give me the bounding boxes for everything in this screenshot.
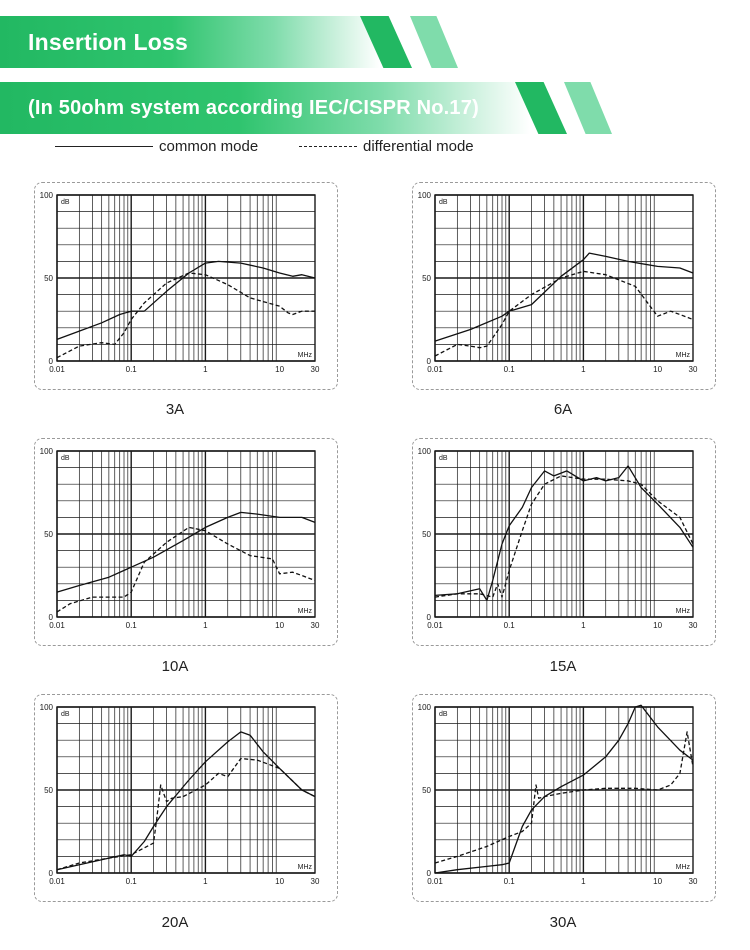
x-tick-label: 1 bbox=[203, 621, 208, 630]
x-tick-label: 0.1 bbox=[125, 365, 137, 374]
y-axis-unit-label: dB bbox=[439, 711, 448, 718]
y-tick-label: 0 bbox=[426, 613, 431, 622]
y-axis-unit-label: dB bbox=[439, 455, 448, 462]
y-tick-label: 50 bbox=[422, 274, 431, 283]
banner-stripe bbox=[410, 16, 458, 68]
x-tick-label: 10 bbox=[653, 877, 663, 886]
legend-differential-mode bbox=[299, 138, 474, 155]
chart-caption: 10A bbox=[161, 658, 189, 675]
subtitle-banner bbox=[0, 82, 620, 134]
chart-caption: 15A bbox=[549, 658, 577, 675]
x-tick-label: 30 bbox=[310, 365, 320, 374]
x-axis-unit-label: MHz bbox=[675, 352, 690, 359]
insertion-loss-chart bbox=[413, 183, 715, 389]
solid-line-swatch bbox=[55, 146, 153, 147]
x-tick-label: 0.01 bbox=[427, 365, 443, 374]
x-tick-label: 30 bbox=[310, 877, 320, 886]
dashed-line-swatch bbox=[299, 146, 357, 147]
x-tick-label: 1 bbox=[203, 365, 208, 374]
chart-panel bbox=[412, 438, 716, 646]
x-tick-label: 10 bbox=[653, 365, 663, 374]
x-tick-label: 0.01 bbox=[427, 877, 443, 886]
chart-panel bbox=[412, 182, 716, 390]
chart-caption: 6A bbox=[553, 401, 573, 418]
x-tick-label: 1 bbox=[581, 877, 586, 886]
y-tick-label: 100 bbox=[417, 447, 431, 456]
page-title: Insertion Loss bbox=[28, 29, 188, 55]
x-tick-label: 10 bbox=[653, 621, 663, 630]
page-subtitle: (In 50ohm system according IEC/CISPR No.17) bbox=[28, 97, 479, 119]
y-tick-label: 50 bbox=[422, 530, 431, 539]
legend-common-mode bbox=[55, 138, 258, 155]
chart-panel bbox=[34, 182, 338, 390]
chart-caption: 3A bbox=[165, 401, 185, 418]
x-axis-unit-label: MHz bbox=[297, 864, 312, 871]
chart-panel bbox=[34, 438, 338, 646]
y-axis-unit-label: dB bbox=[61, 455, 70, 462]
x-tick-label: 0.1 bbox=[125, 621, 137, 630]
y-tick-label: 50 bbox=[44, 530, 53, 539]
chart-caption: 20A bbox=[161, 914, 189, 931]
y-tick-label: 0 bbox=[48, 613, 53, 622]
y-tick-label: 0 bbox=[426, 869, 431, 878]
x-tick-label: 30 bbox=[310, 621, 320, 630]
y-axis-unit-label: dB bbox=[61, 711, 70, 718]
y-axis-unit-label: dB bbox=[439, 199, 448, 206]
x-tick-label: 10 bbox=[275, 365, 285, 374]
insertion-loss-chart bbox=[35, 439, 337, 645]
x-axis-unit-label: MHz bbox=[297, 608, 312, 615]
insertion-loss-chart bbox=[413, 439, 715, 645]
y-tick-label: 50 bbox=[44, 786, 53, 795]
x-tick-label: 0.1 bbox=[503, 877, 515, 886]
x-tick-label: 0.01 bbox=[49, 877, 65, 886]
x-axis-unit-label: MHz bbox=[675, 864, 690, 871]
y-tick-label: 50 bbox=[422, 786, 431, 795]
y-tick-label: 100 bbox=[39, 447, 53, 456]
x-tick-label: 0.01 bbox=[427, 621, 443, 630]
insertion-loss-chart bbox=[35, 695, 337, 901]
x-tick-label: 0.1 bbox=[503, 365, 515, 374]
x-tick-label: 0.1 bbox=[503, 621, 515, 630]
y-tick-label: 0 bbox=[48, 869, 53, 878]
y-tick-label: 100 bbox=[39, 703, 53, 712]
x-tick-label: 1 bbox=[203, 877, 208, 886]
legend-common-mode-label: common mode bbox=[159, 138, 259, 155]
y-tick-label: 100 bbox=[417, 703, 431, 712]
chart-legend bbox=[55, 138, 515, 158]
x-tick-label: 0.01 bbox=[49, 365, 65, 374]
x-tick-label: 10 bbox=[275, 621, 285, 630]
header-banner bbox=[0, 16, 470, 68]
y-tick-label: 50 bbox=[44, 274, 53, 283]
chart-caption: 30A bbox=[549, 914, 577, 931]
y-tick-label: 0 bbox=[426, 357, 431, 366]
chart-panel bbox=[34, 694, 338, 902]
banner-stripe bbox=[564, 82, 612, 134]
x-tick-label: 30 bbox=[688, 621, 698, 630]
x-tick-label: 10 bbox=[275, 877, 285, 886]
y-axis-unit-label: dB bbox=[61, 199, 70, 206]
x-tick-label: 0.1 bbox=[125, 877, 137, 886]
x-tick-label: 1 bbox=[581, 365, 586, 374]
x-axis-unit-label: MHz bbox=[675, 608, 690, 615]
x-tick-label: 30 bbox=[688, 365, 698, 374]
insertion-loss-chart bbox=[35, 183, 337, 389]
x-tick-label: 30 bbox=[688, 877, 698, 886]
x-tick-label: 1 bbox=[581, 621, 586, 630]
x-axis-unit-label: MHz bbox=[297, 352, 312, 359]
y-tick-label: 100 bbox=[39, 191, 53, 200]
insertion-loss-chart bbox=[413, 695, 715, 901]
legend-differential-mode-label: differential mode bbox=[363, 138, 474, 155]
y-tick-label: 0 bbox=[48, 357, 53, 366]
y-tick-label: 100 bbox=[417, 191, 431, 200]
chart-panel bbox=[412, 694, 716, 902]
x-tick-label: 0.01 bbox=[49, 621, 65, 630]
